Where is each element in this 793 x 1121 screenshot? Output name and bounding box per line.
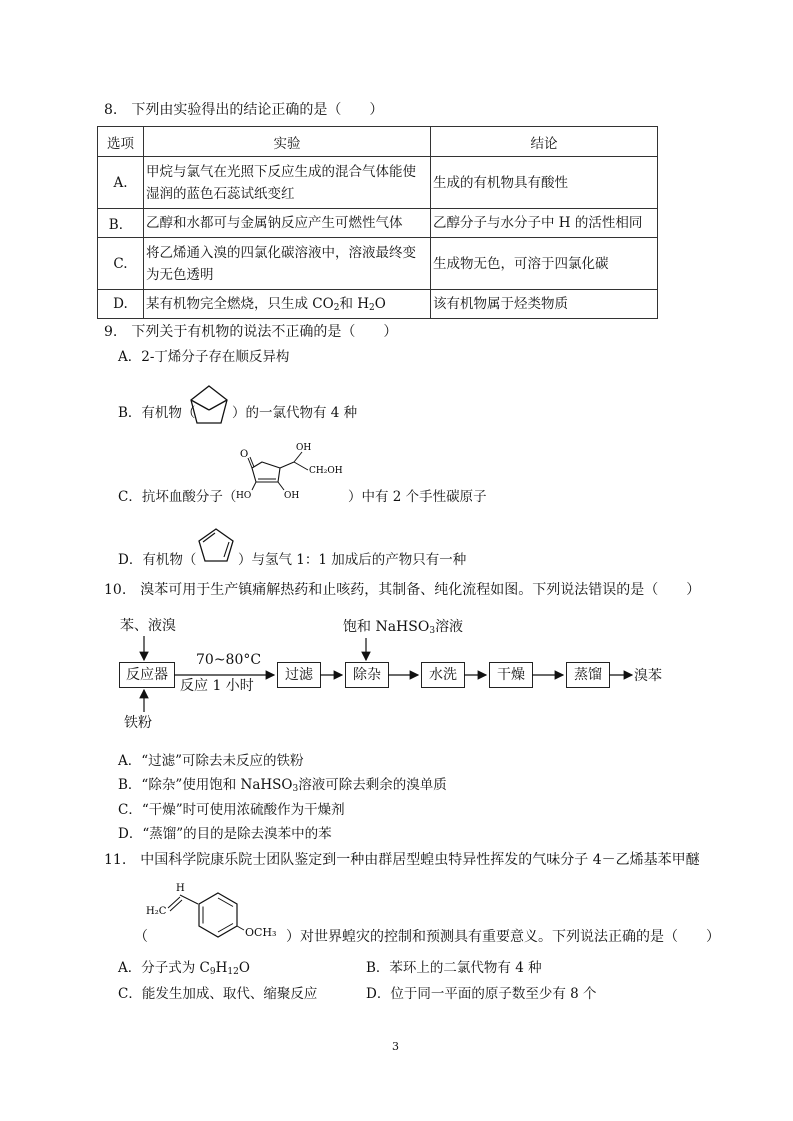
row-conclusion: 乙醇分子与水分子中 H 的活性相同 [431,209,658,238]
q9-option-b-pre: B．有机物（ [118,405,196,421]
row-option: C. [98,238,144,290]
flow-filter-box: 过滤 [277,662,321,688]
q11-option-d: D．位于同一平面的原子数至少有 8 个 [366,986,597,1002]
row-experiment: 某有机物完全燃烧，只生成 $CO_2$和 $H_2O$ [144,290,431,319]
q10-option-d: D．“蒸馏”的目的是除去溴苯中的苯 [118,826,332,842]
flow-nahso3-label: 饱和 NaHSO$_3$溶液 [343,619,464,636]
q11-text-after: ）对世界蝗灾的控制和预测具有重要意义。下列说法正确的是（ ） [286,929,720,945]
page-number: 3 [392,1040,399,1053]
row-option: B． [98,209,144,238]
q10-option-a: A．“过滤”可除去未反应的铁粉 [118,753,304,769]
q9-option-b-post: ）的一氯代物有 4 种 [232,405,358,421]
q9-stem: 9. 下列关于有机物的说法不正确的是（ ） [104,324,398,340]
q9-option-d-post: ）与氢气 1：1 加成后的产物只有一种 [238,552,467,568]
row-conclusion: 生成的有机物具有酸性 [431,157,658,209]
row-experiment: 甲烷与氯气在光照下反应生成的混合气体能使湿润的蓝色石蕊试纸变红 [144,157,431,209]
q8-stem: 8. 下列由实验得出的结论正确的是（ ） [104,102,384,118]
row-experiment: 乙醇和水都可与金属钠反应产生可燃性气体 [144,209,431,238]
label-h: H [176,883,185,894]
label-oh2: OH [284,491,300,501]
header-experiment: 实验 [144,127,431,157]
row-experiment: 将乙烯通入溴的四氯化碳溶液中，溶液最终变为无色透明 [144,238,431,290]
label-oh1: OH [296,443,312,453]
q9-option-c-pre: C．抗坏血酸分子（ [118,489,237,505]
q11-option-b: B．苯环上的二氯代物有 4 种 [366,960,542,976]
flow-distill-box: 蒸馏 [566,662,610,688]
header-option: 选项 [98,127,144,157]
q9-option-c-post: ）中有 2 个手性碳原子 [348,489,487,505]
label-o: O [240,449,249,460]
flow-reactor-box: 反应器 [119,662,175,688]
flow-product: 溴苯 [634,668,662,684]
flow-dry-box: 干燥 [489,662,533,688]
flow-reactants: 苯、液溴 [120,618,176,634]
q10-option-c: C．“干燥”时可使用浓硫酸作为干燥剂 [118,802,345,818]
row-conclusion: 该有机物属于烃类物质 [431,290,658,319]
q9-option-a: A．2-丁烯分子存在顺反异构 [118,349,290,365]
label-ch2oh: CH₂OH [309,466,343,476]
header-conclusion: 结论 [431,127,658,157]
flow-condition-top: 70~80°C [196,652,262,668]
label-ho: HO [236,491,252,501]
q11-option-a: A．分子式为 $C_9H_{12}O$ [118,960,250,977]
q11-option-c: C．能发生加成、取代、缩聚反应 [118,986,318,1002]
q10-option-b: B．“除杂”使用饱和 NaHSO$_3$溶液可除去剩余的溴单质 [118,777,447,794]
flow-iron: 铁粉 [124,715,152,731]
row-option: A. [98,157,144,209]
q10-stem: 10. 溴苯可用于生产镇痛解热药和止咳药，其制备、纯化流程如图。下列说法错误的是（ ） [104,582,701,598]
flow-wash-box: 水洗 [421,662,465,688]
row-option: D. [98,290,144,319]
q11-paren-open: （ [134,929,148,945]
methoxystyrene-structure-icon [140,880,300,950]
flow-impurity-box: 除杂 [345,662,389,688]
q9-option-d-pre: D．有机物（ [118,552,197,568]
q11-stem: 11. 中国科学院康乐院士团队鉴定到一种由群居型蝗虫特异性挥发的气味分子 4－乙烯基苯甲醚 [104,852,700,868]
label-och3: OCH₃ [245,926,277,939]
row-conclusion: 生成物无色，可溶于四氯化碳 [431,238,658,290]
flow-condition-bottom: 反应 1 小时 [180,678,254,694]
label-h2c: H₂C [146,906,167,917]
